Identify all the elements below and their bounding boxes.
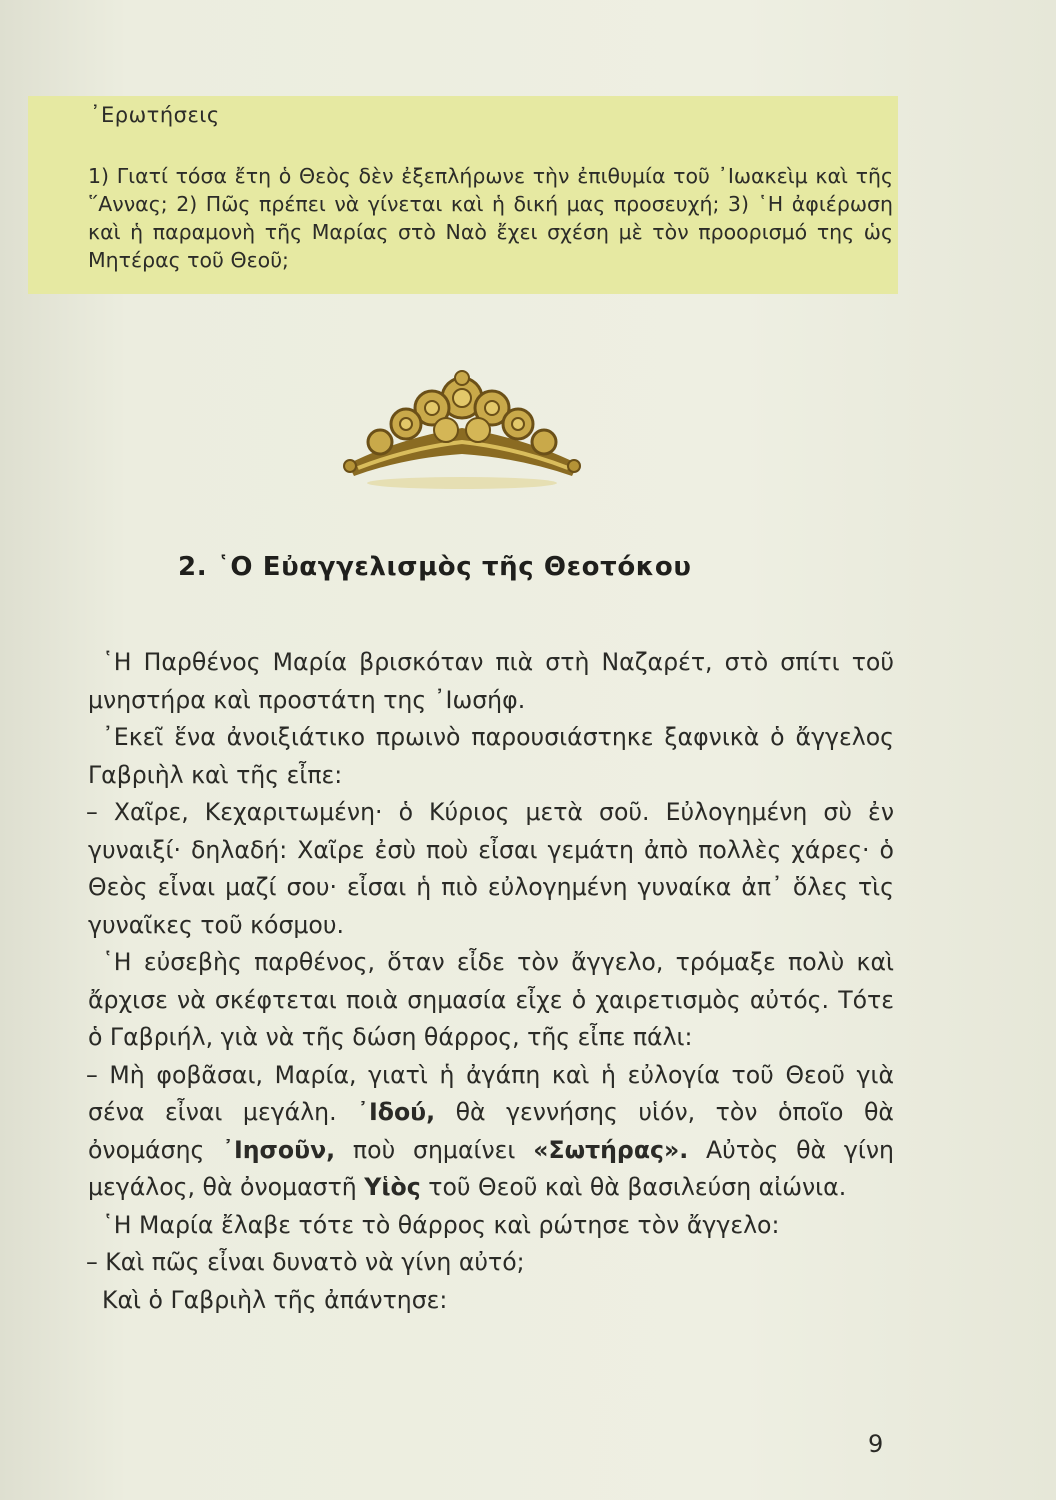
paragraph-4: ῾Η εὐσεβὴς παρθένος, ὅταν εἶδε τὸν ἄγγελο, τρόμαξε πολὺ καὶ ἄρχισε νὰ σκέφτεται ποιὰ σημασία εἶχε ὁ χαιρετισμὸς αὐτός. Τότε ὁ Γαβριήλ, γιὰ νὰ τῆς δώση θάρρος, τῆς εἶπε πάλι: <box>88 948 894 1051</box>
paragraph-2: ᾿Εκεῖ ἕνα ἀνοιξιάτικο πρωινὸ παρουσιάστηκε ξαφνικὰ ὁ ἄγγελος Γαβριὴλ καὶ τῆς εἶπε: <box>88 723 894 789</box>
questions-heading: ᾿Ερωτήσεις <box>90 103 220 127</box>
paragraph-7: – Καὶ πῶς εἶναι δυνατὸ νὰ γίνη αὐτό; <box>86 1248 525 1276</box>
paragraph-8: Καὶ ὁ Γαβριὴλ τῆς ἀπάντησε: <box>102 1285 448 1314</box>
paragraph-6: ῾Η Μαρία ἔλαβε τότε τὸ θάρρος καὶ ρώτησε τὸν ἄγγελο: <box>102 1210 780 1239</box>
emphasis-yios: Υἱὸς <box>364 1173 421 1201</box>
paragraph-1: ῾Η Παρθένος Μαρία βρισκόταν πιὰ στὴ Ναζαρέτ, στὸ σπίτι τοῦ μνηστήρα καὶ προστάτη της ᾿Ιωσήφ. <box>88 648 894 714</box>
paragraph-5-text-i: τοῦ Θεοῦ καὶ θὰ βασιλεύση αἰώνια. <box>420 1173 847 1201</box>
emphasis-iisoun: ᾿Ιησοῦν, <box>222 1135 336 1164</box>
body-text <box>88 644 894 1319</box>
questions-text: 1) Γιατί τόσα ἔτη ὁ Θεὸς δὲν ἐξεπλήρωνε τὴν ἐπιθυμία τοῦ ᾿Ιωακεὶμ καὶ τῆς ῞Αννας; 2) Πῶς πρέπει νὰ γίνεται καὶ ἡ δική μας προσευχή; 3) ῾Η ἀφιέρωση καὶ ἡ παραμονὴ τῆς Μαρίας στὸ Ναὸ ἔχει σχέση μὲ τὸν προορισμό της ὡς Μητέρας τοῦ Θεοῦ; <box>88 164 893 272</box>
paragraph-3: – Χαῖρε, Κεχαριτωμένη· ὁ Κύριος μετὰ σοῦ. Εὐλογημένη σὺ ἐν γυναιξί· δηλαδή: Χαῖρε ἐσὺ ποὺ εἶσαι γεμάτη ἀπὸ πολλὲς χάρες· ὁ Θεὸς εἶναι μαζί σου· εἶσαι ἡ πιὸ εὐλογημένη γυναίκα ἀπ᾿ ὅλες τὶς γυναῖκες τοῦ κόσμου. <box>86 798 894 939</box>
paragraph-5-text-c: θὰ γεννήσης υἱόν, τὸν ὁποῖο θὰ ὀνομάσης <box>88 1098 894 1164</box>
emphasis-sotiras: «Σωτήρας». <box>533 1135 689 1164</box>
paragraph-5 <box>88 1057 894 1207</box>
emphasis-idou: ᾿Ιδού, <box>357 1098 436 1126</box>
paragraph-5-text-e: ποὺ σημαίνει <box>335 1135 534 1164</box>
tiara-ornament-icon <box>340 368 585 493</box>
paragraph-5-text-g: Αὐτὸς θὰ γίνη μεγάλος, θὰ ὀνομαστῆ <box>88 1135 894 1201</box>
page-number: 9 <box>868 1430 884 1458</box>
paragraph-5-text-a: – Μὴ φοβᾶσαι, Μαρία, γιατὶ ἡ ἀγάπη καὶ ἡ εὐλογία τοῦ Θεοῦ γιὰ σένα εἶναι μεγάλη. <box>86 1060 894 1126</box>
section-title: 2. ῾Ο Εὐαγγελισμὸς τῆς Θεοτόκου <box>178 552 692 582</box>
